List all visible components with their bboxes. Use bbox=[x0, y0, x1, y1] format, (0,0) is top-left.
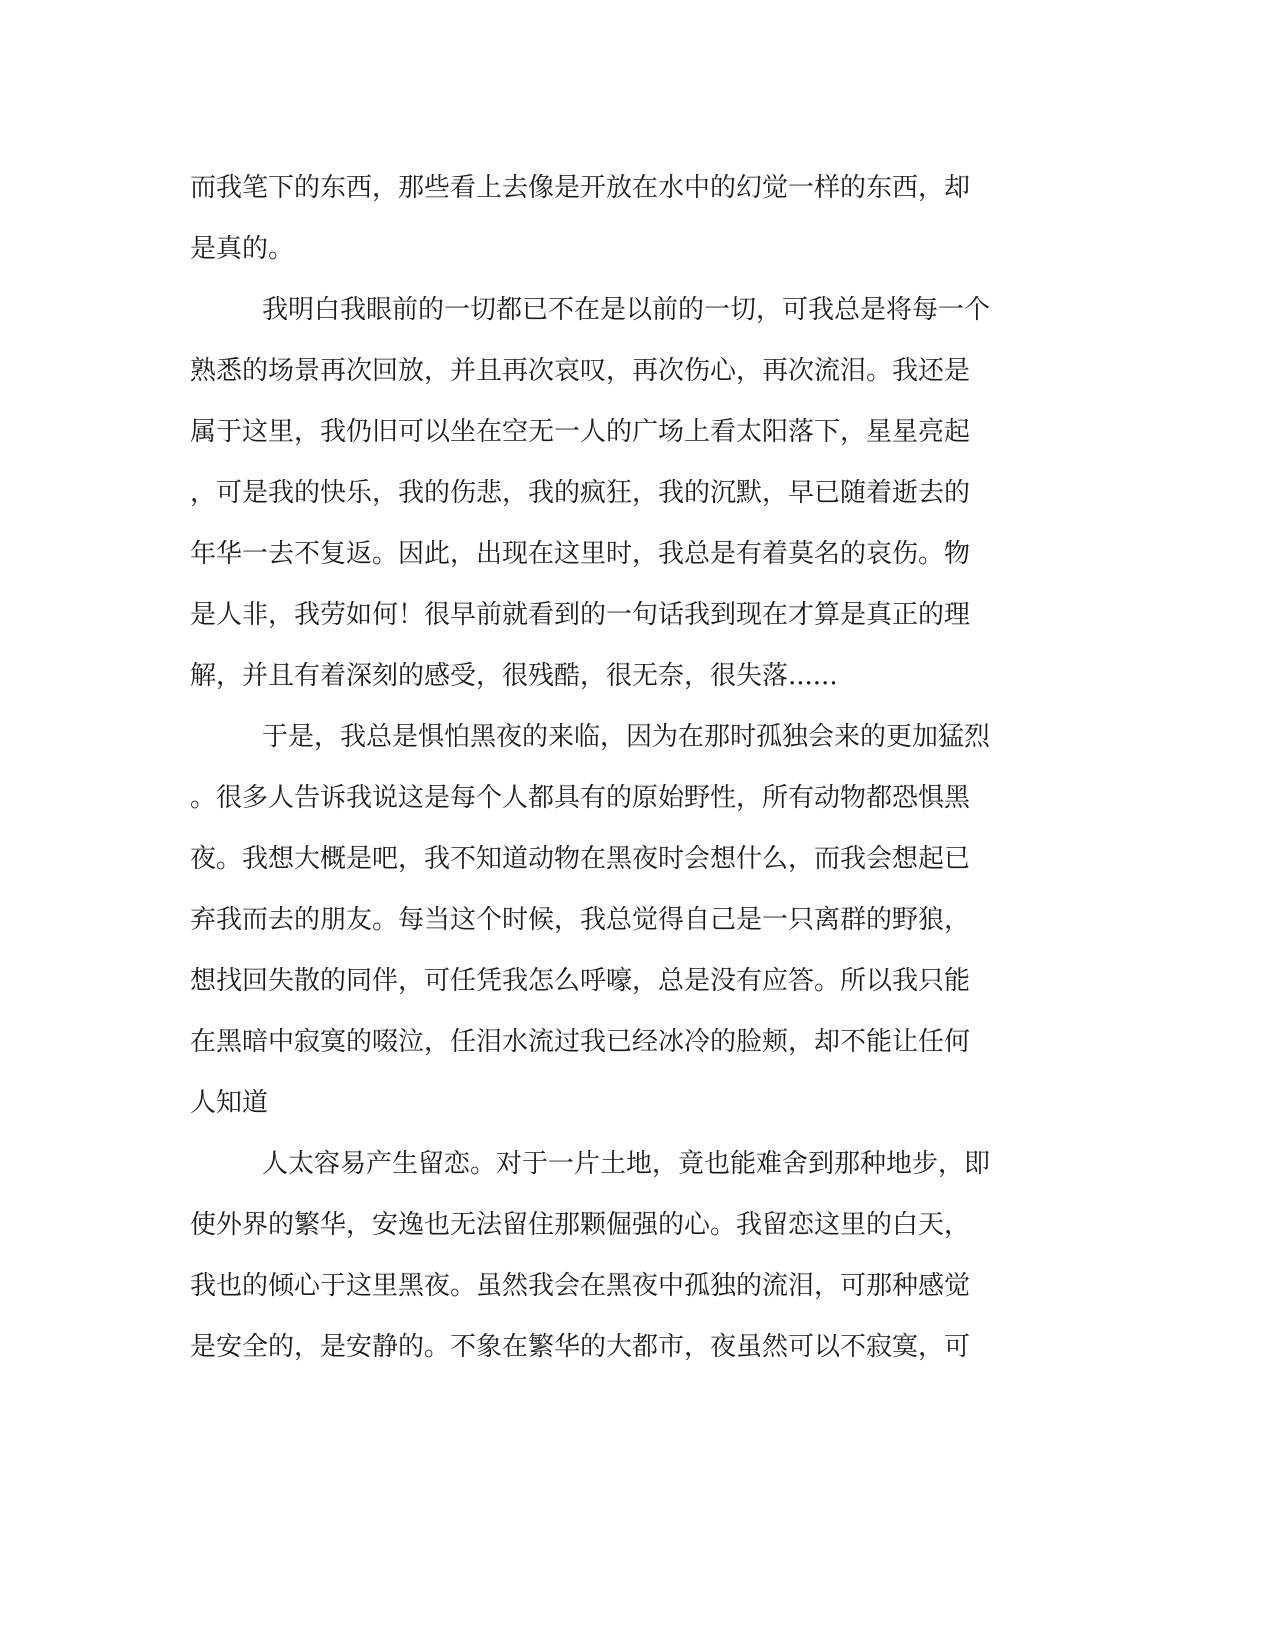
text-line: 属于这里，我仍旧可以坐在空无一人的广场上看太阳落下，星星亮起 bbox=[190, 417, 971, 447]
text-line: 想找回失散的同伴，可任凭我怎么呼嚎，总是没有应答。所以我只能 bbox=[190, 966, 971, 996]
text-line: 是人非，我劳如何！很早前就看到的一句话我到现在才算是真正的理 bbox=[190, 600, 971, 630]
text-line: 使外界的繁华，安逸也无法留住那颗倔强的心。我留恋这里的白天， bbox=[190, 1210, 971, 1240]
text-line: 而我笔下的东西，那些看上去像是开放在水中的幻觉一样的东西，却 bbox=[190, 173, 971, 203]
text-line: 年华一去不复返。因此，出现在这里时，我总是有着莫名的哀伤。物 bbox=[190, 539, 971, 569]
paragraph-start-line: 于是，我总是惧怕黑夜的来临，因为在那时孤独会来的更加猛烈 bbox=[262, 722, 991, 752]
text-line: 。很多人告诉我说这是每个人都具有的原始野性，所有动物都恐惧黑 bbox=[190, 783, 971, 813]
text-line: 是安全的，是安静的。不象在繁华的大都市，夜虽然可以不寂寞，可 bbox=[190, 1332, 971, 1362]
paragraph-start-line: 人太容易产生留恋。对于一片土地，竟也能难舍到那种地步，即 bbox=[262, 1149, 991, 1179]
text-line: 人知道 bbox=[190, 1088, 269, 1118]
document-body bbox=[190, 158, 1070, 1378]
text-line: 是真的。 bbox=[190, 234, 295, 264]
paragraph-start-line: 我明白我眼前的一切都已不在是以前的一切，可我总是将每一个 bbox=[262, 295, 991, 325]
text-line: 夜。我想大概是吧，我不知道动物在黑夜时会想什么，而我会想起已 bbox=[190, 844, 971, 874]
text-line: ，可是我的快乐，我的伤悲，我的疯狂，我的沉默，早已随着逝去的 bbox=[190, 478, 971, 508]
text-line: 熟悉的场景再次回放，并且再次哀叹，再次伤心，再次流泪。我还是 bbox=[190, 356, 971, 386]
text-line: 解，并且有着深刻的感受，很残酷，很无奈，很失落...... bbox=[190, 661, 838, 691]
text-line: 我也的倾心于这里黑夜。虽然我会在黑夜中孤独的流泪，可那种感觉 bbox=[190, 1271, 971, 1301]
text-line: 弃我而去的朋友。每当这个时候，我总觉得自己是一只离群的野狼， bbox=[190, 905, 971, 935]
text-line: 在黑暗中寂寞的啜泣，任泪水流过我已经冰冷的脸颊，却不能让任何 bbox=[190, 1027, 971, 1057]
